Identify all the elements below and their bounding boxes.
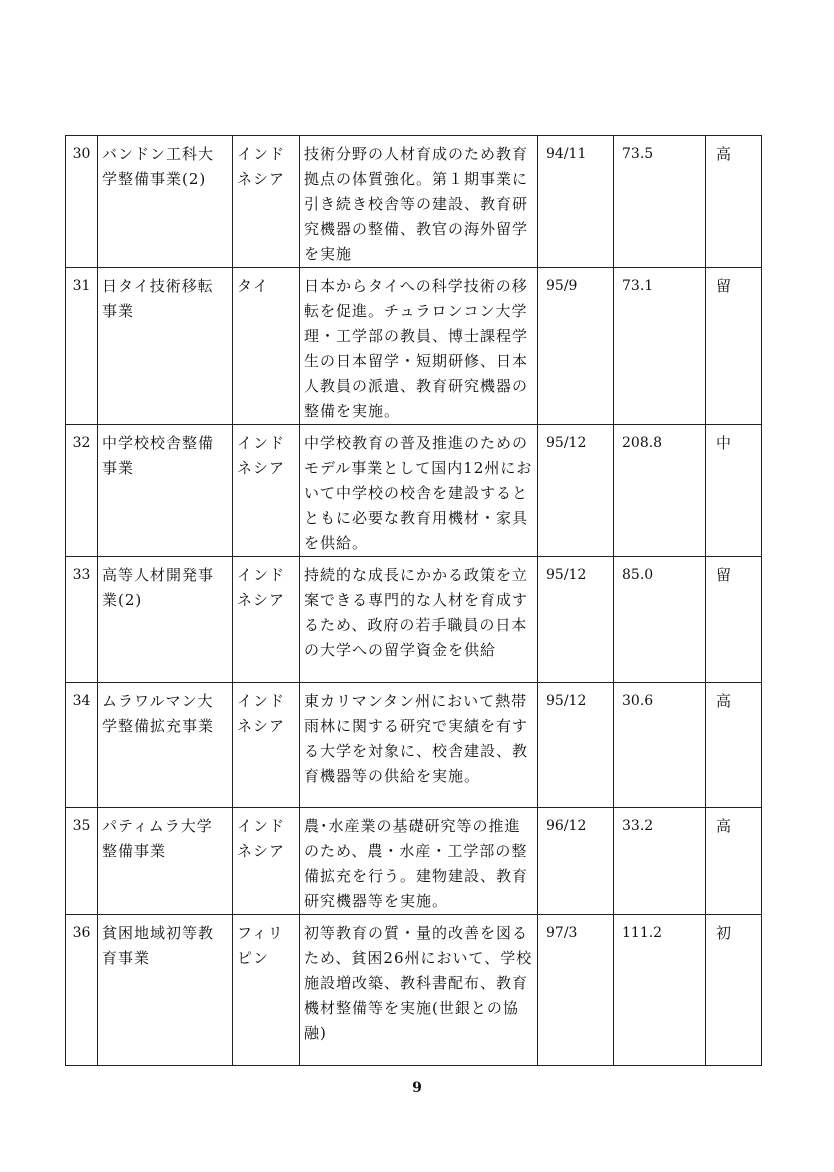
row-number: 32 [66,425,98,557]
category: 高 [706,808,762,915]
row-number: 36 [66,915,98,1066]
category: 留 [706,268,762,425]
country: インドネシア [233,557,300,683]
project-description: 農･水産業の基礎研究等の推進のため、農・水産・工学部の整備拡充を行う。建物建設、教育研究機器等を実施。 [300,808,538,915]
project-table [65,135,762,1066]
amount: 85.0 [614,557,706,683]
row-number: 34 [66,683,98,808]
amount: 73.5 [614,136,706,268]
table-row [66,268,762,425]
amount: 33.2 [614,808,706,915]
project-name: バンドン工科大学整備事業(2) [98,136,233,268]
category: 中 [706,425,762,557]
project-description: 日本からタイへの科学技術の移転を促進。チュラロンコン大学理・工学部の教員、博士課程学生の日本留学・短期研修、日本人教員の派遣、教育研究機器の整備を実施。 [300,268,538,425]
category: 初 [706,915,762,1066]
date: 95/12 [538,683,614,808]
row-number: 35 [66,808,98,915]
table-row [66,557,762,683]
country: インドネシア [233,808,300,915]
project-name: 日タイ技術移転事業 [98,268,233,425]
date: 97/3 [538,915,614,1066]
table-row [66,915,762,1066]
amount: 208.8 [614,425,706,557]
row-number: 31 [66,268,98,425]
page-number: 9 [412,1080,422,1096]
amount: 30.6 [614,683,706,808]
date: 95/12 [538,557,614,683]
row-number: 33 [66,557,98,683]
project-description: 技術分野の人材育成のため教育拠点の体質強化。第１期事業に引き続き校舎等の建設、教育研究機器の整備、教官の海外留学を実施 [300,136,538,268]
project-name: パティムラ大学整備事業 [98,808,233,915]
project-description: 中学校教育の普及推進のためのモデル事業として国内12州において中学校の校舎を建設するとともに必要な教育用機材・家具を供給。 [300,425,538,557]
country: フィリピン [233,915,300,1066]
date: 95/9 [538,268,614,425]
category: 留 [706,557,762,683]
project-name: 高等人材開発事業(2) [98,557,233,683]
table-row [66,136,762,268]
country: インドネシア [233,136,300,268]
project-description: 初等教育の質・量的改善を図るため、貧困26州において、学校施設増改築、教科書配布、教育機材整備等を実施(世銀との協融) [300,915,538,1066]
project-name: 貧困地域初等教育事業 [98,915,233,1066]
project-description: 持続的な成長にかかる政策を立案できる専門的な人材を育成するため、政府の若手職員の日本の大学への留学資金を供給 [300,557,538,683]
country: タイ [233,268,300,425]
project-name: ムラワルマン大学整備拡充事業 [98,683,233,808]
row-number: 30 [66,136,98,268]
project-name: 中学校校舎整備事業 [98,425,233,557]
country: インドネシア [233,683,300,808]
amount: 111.2 [614,915,706,1066]
table-row [66,425,762,557]
table-row [66,808,762,915]
amount: 73.1 [614,268,706,425]
category: 高 [706,136,762,268]
date: 94/11 [538,136,614,268]
date: 95/12 [538,425,614,557]
project-description: 東カリマンタン州において熱帯雨林に関する研究で実績を有する大学を対象に、校舎建設、教育機器等の供給を実施。 [300,683,538,808]
category: 高 [706,683,762,808]
table-row [66,683,762,808]
country: インドネシア [233,425,300,557]
date: 96/12 [538,808,614,915]
